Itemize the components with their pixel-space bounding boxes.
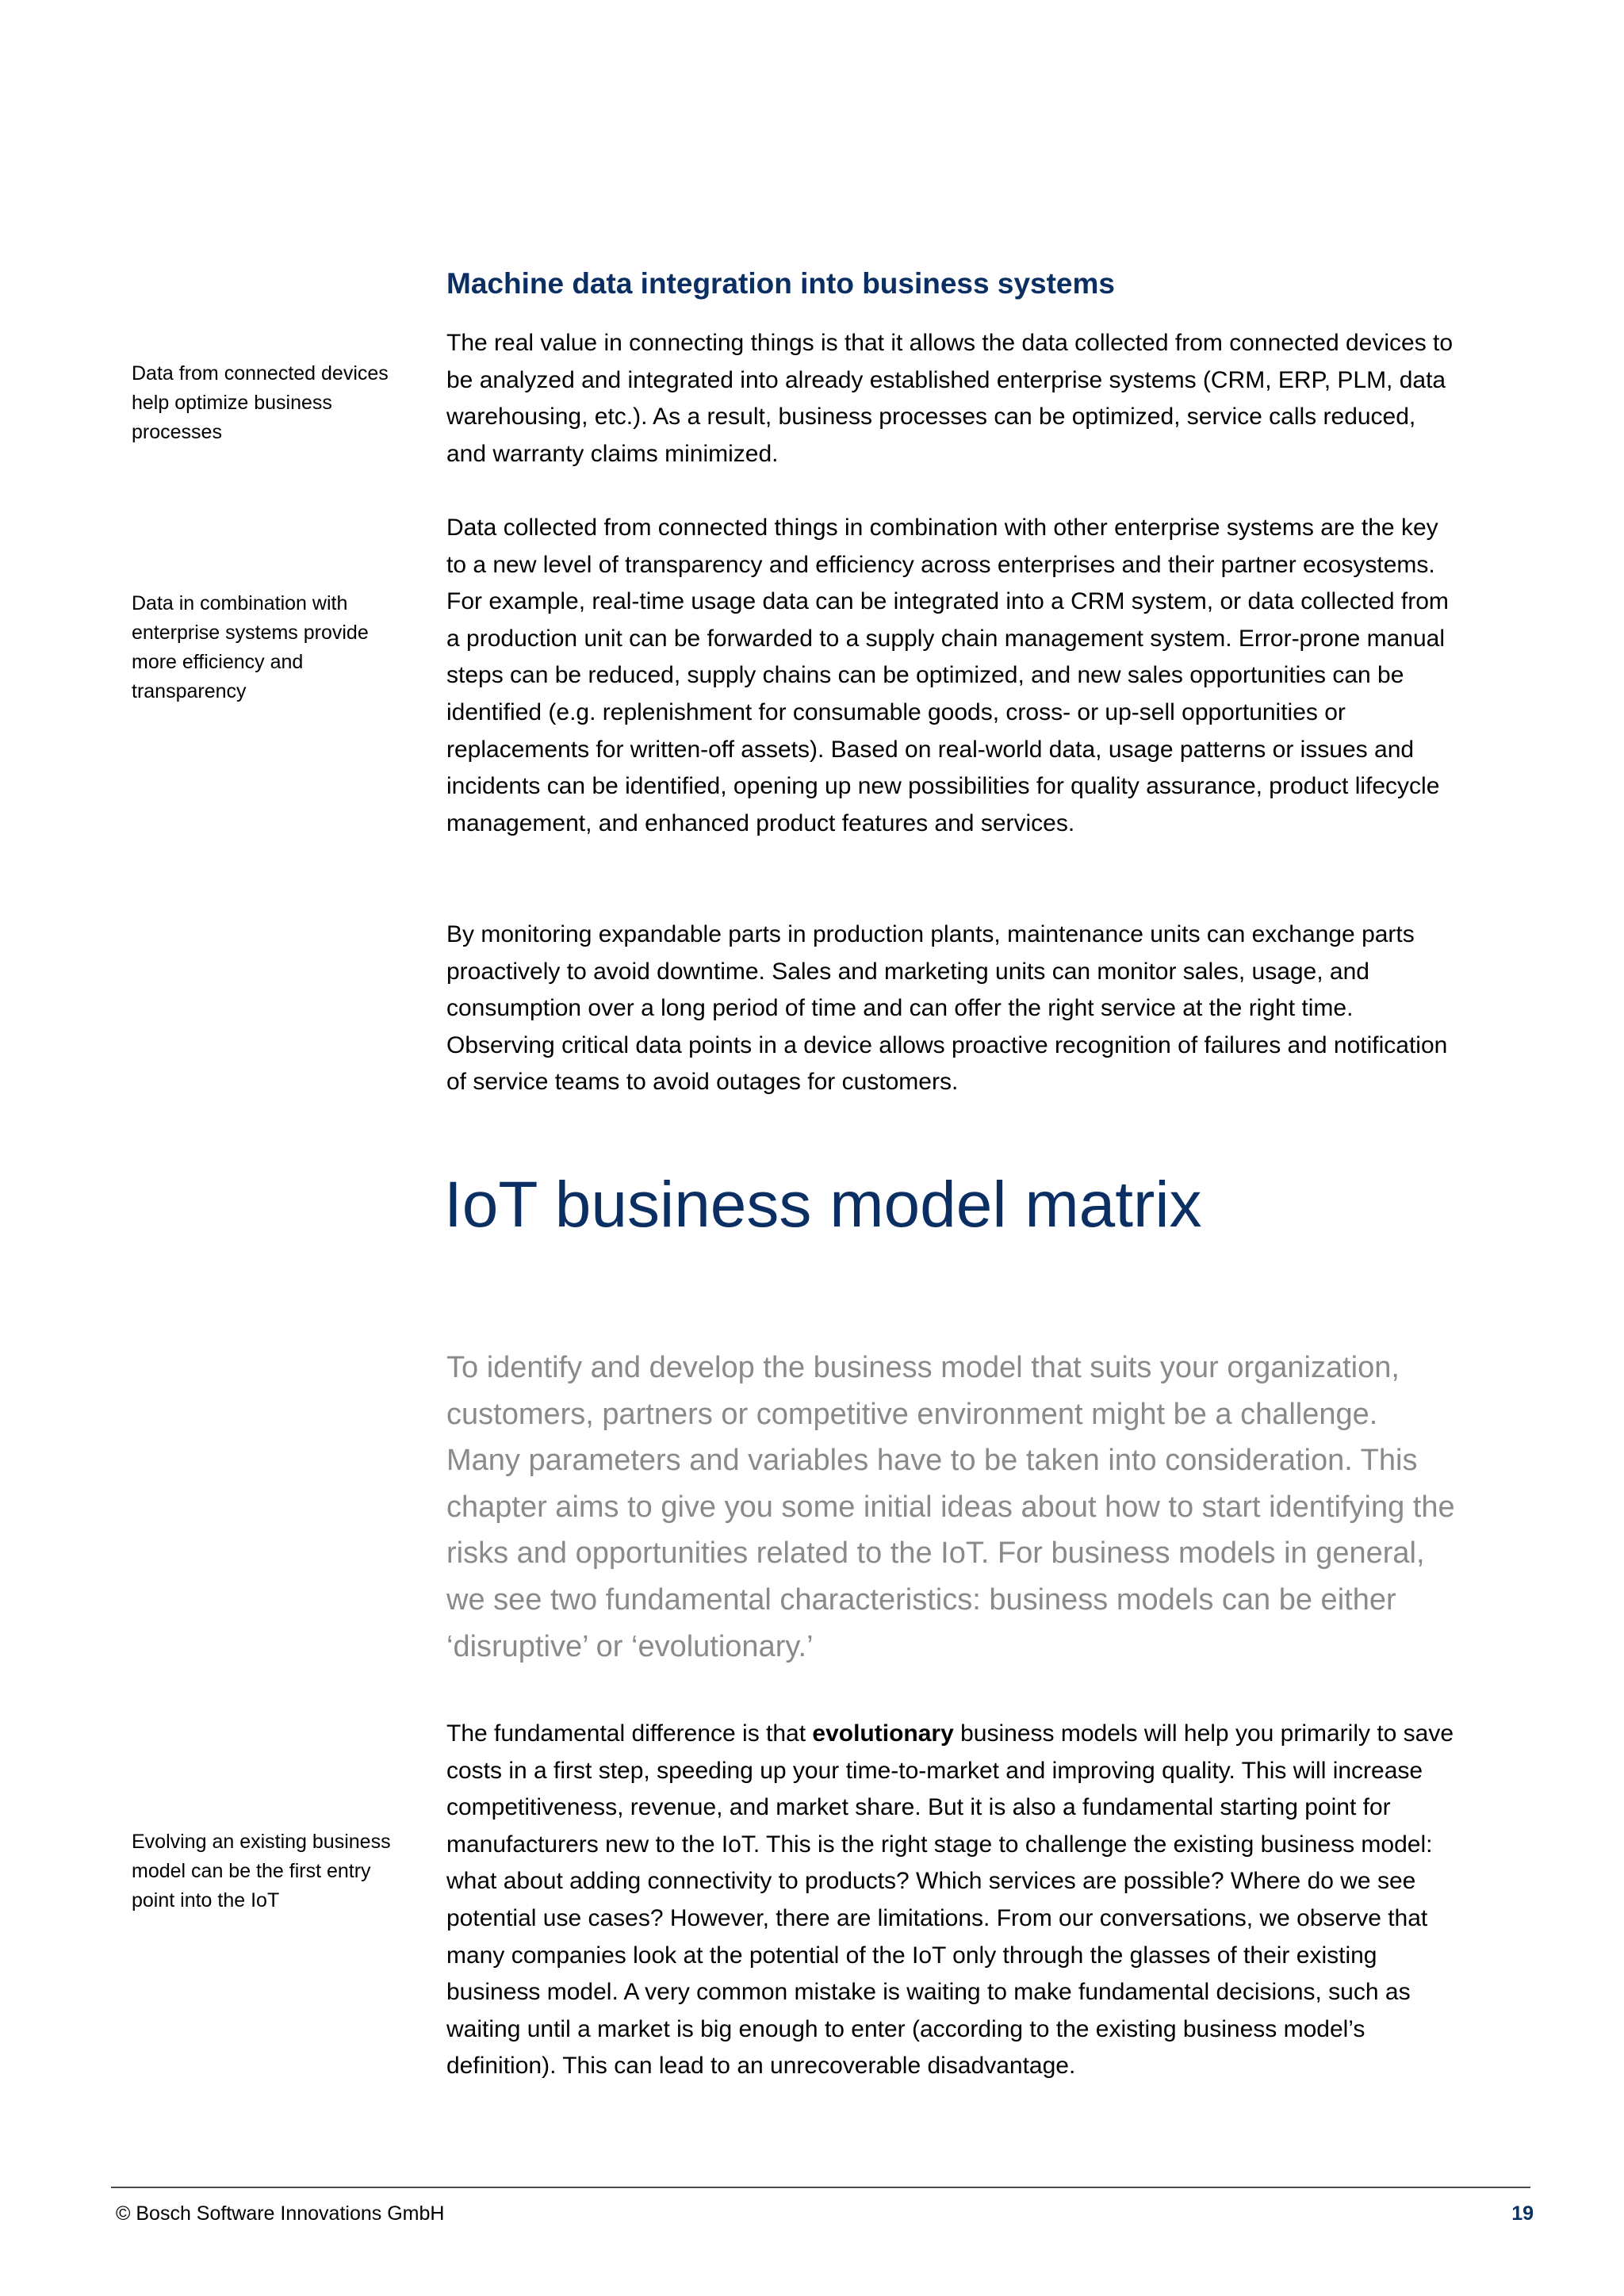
body-bold-term: evolutionary [812, 1720, 954, 1747]
chapter-title: IoT business model matrix [444, 1169, 1202, 1241]
body-paragraph-2: Data collected from connected things in combination with other enterprise systems are the key to a new level of transparency and efficiency across enterprises and their partner ecosystems. For example, real-time usage data can be integrated into a CRM system, or data collected from a production unit can be forwarded to a supply chain management system. Error-prone manual steps can be reduced, supply chains can be optimized, and new sales opportunities can be identified (e.g. replenishment for consumable goods, cross- or up-sell opportunities or replacements for written-off assets). Based on real-world data, usage patterns or issues and incidents can be identified, opening up new possibilities for quality assurance, product lifecycle management, and enhanced product features and services. [446, 515, 1449, 836]
margin-note-evolving-model: Evolving an existing business model can be the first entry point into the IoT [132, 1831, 391, 1911]
margin-note-enterprise-systems: Data in combination with enterprise systems provide more efficiency and transparency [132, 592, 369, 702]
chapter-body-paragraph [446, 1716, 1457, 2085]
body-rest-text: business models will help you primarily to save costs in a first step, speeding up your time-to-market and improving quality. This will increase competitiveness, revenue, and market share. But it is also a fundamental starting point for manufacturers new to the IoT. This is the right stage to challenge the existing business model: what about adding connectivity to products? Which services are possible? Where do we see potential use cases? However, there are limitations. From our conversations, we observe that many companies look at the potential of the IoT only through the glasses of their existing business model. A very common mistake is waiting to make fundamental decisions, such as waiting until a market is big enough to enter (according to the existing business model’s definition). This can lead to an unrecoverable disadvantage. [446, 1720, 1454, 2080]
footer-copyright: © Bosch Software Innovations GmbH [116, 2202, 445, 2225]
body-paragraph-1: The real value in connecting things is that it allows the data collected from connected devices to be analyzed and integrated into already established enterprise systems (CRM, ERP, PLM, data warehousing, etc.). As a result, business processes can be optimized, service calls reduced, and warranty claims minimized. [446, 330, 1454, 467]
footer-divider [111, 2187, 1530, 2188]
section-heading: Machine data integration into business systems [446, 267, 1115, 300]
body-lead-text: The fundamental difference is that [446, 1720, 813, 1747]
body-paragraph-3: By monitoring expandable parts in production plants, maintenance units can exchange parts proactively to avoid downtime. Sales and marketing units can monitor sales, usage, and consumption over a long period of time and can offer the right service at the right time. Observing critical data points in a device allows proactive recognition of failures and notification of service teams to avoid outages for customers. [446, 921, 1448, 1096]
page-number: 19 [1511, 2202, 1534, 2225]
chapter-intro: To identify and develop the business model that suits your organization, customers, partners or competitive environment might be a challenge. Many parameters and variables have to be taken into consideration. This chapter aims to give you some initial ideas about how to start identifying the risks and opportunities related to the IoT. For business models in general, we see two fundamental characteristics: business models can be either ‘disruptive’ or ‘evolutionary.’ [446, 1351, 1455, 1663]
margin-note-connected-devices: Data from connected devices help optimize business processes [132, 362, 389, 443]
